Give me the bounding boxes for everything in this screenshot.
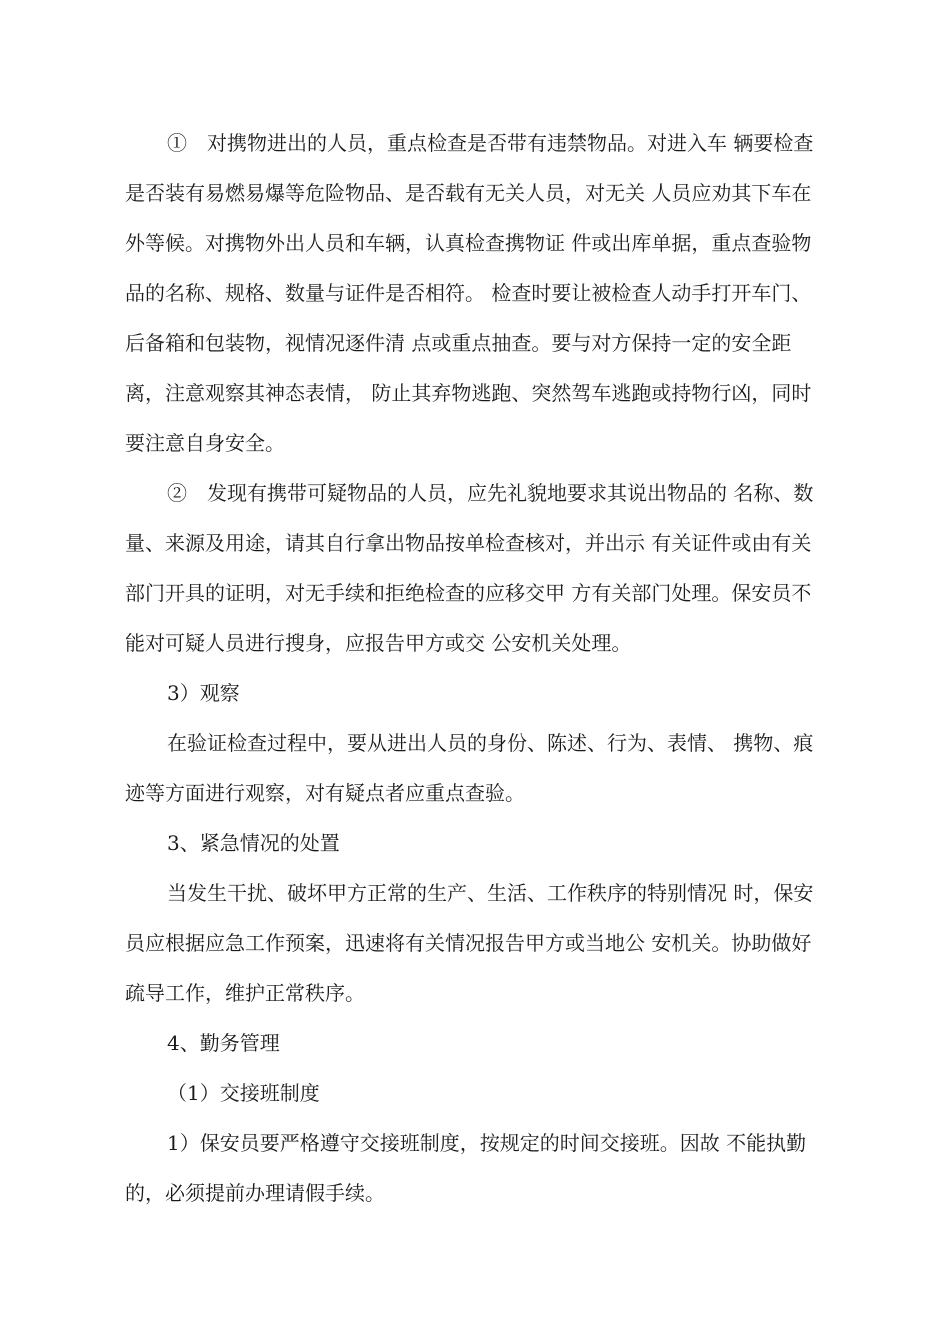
text-line: 量、来源及用途，请其自行拿出物品按单检查核对，并出示 有关证件或由有关 (125, 531, 812, 555)
text-line: 品的名称、规格、数量与证件是否相符。 检查时要让被检查人动手打开车门、 (125, 281, 812, 305)
text-line: 要注意自身安全。 (125, 431, 285, 455)
text-line: ① 对携物进出的人员，重点检查是否带有违禁物品。对进入车 辆要检查 (167, 131, 814, 155)
text-line: 疏导工作，维护正常秩序。 (125, 981, 365, 1005)
text-line: 部门开具的证明，对无手续和拒绝检查的应移交甲 方有关部门处理。保安员不 (125, 581, 812, 605)
text-line: 后备箱和包装物，视情况逐件清 点或重点抽查。要与对方保持一定的安全距 (125, 331, 792, 355)
text-line: 3）观察 (167, 681, 240, 705)
text-line: 当发生干扰、破坏甲方正常的生产、生活、工作秩序的特别情况 时，保安 (167, 881, 814, 905)
subsection-heading: （1）交接班制度 (167, 1081, 320, 1105)
text-line: 员应根据应急工作预案，迅速将有关情况报告甲方或当地公 安机关。协助做好 (125, 931, 812, 955)
section-heading: 4、勤务管理 (167, 1031, 280, 1055)
text-line: 外等候。对携物外出人员和车辆，认真检查携物证 件或出库单据，重点查验物 (125, 231, 812, 255)
section-heading: 3、紧急情况的处置 (167, 831, 340, 855)
text-line: 离，注意观察其神态表情， 防止其弃物逃跑、突然驾车逃跑或持物行凶，同时 (125, 381, 812, 405)
text-line: 在验证检查过程中，要从进出人员的身份、陈述、行为、表情、 携物、痕 (167, 731, 814, 755)
text-line: 能对可疑人员进行搜身，应报告甲方或交 公安机关处理。 (125, 631, 632, 655)
text-line: 迹等方面进行观察，对有疑点者应重点查验。 (125, 781, 525, 805)
text-line: 是否装有易燃易爆等危险物品、是否载有无关人员，对无关 人员应劝其下车在 (125, 181, 812, 205)
text-line: 1）保安员要严格遵守交接班制度，按规定的时间交接班。因故 不能执勤 (167, 1131, 807, 1155)
text-line: 的，必须提前办理请假手续。 (125, 1181, 385, 1205)
text-line: ② 发现有携带可疑物品的人员，应先礼貌地要求其说出物品的 名称、数 (167, 481, 814, 505)
